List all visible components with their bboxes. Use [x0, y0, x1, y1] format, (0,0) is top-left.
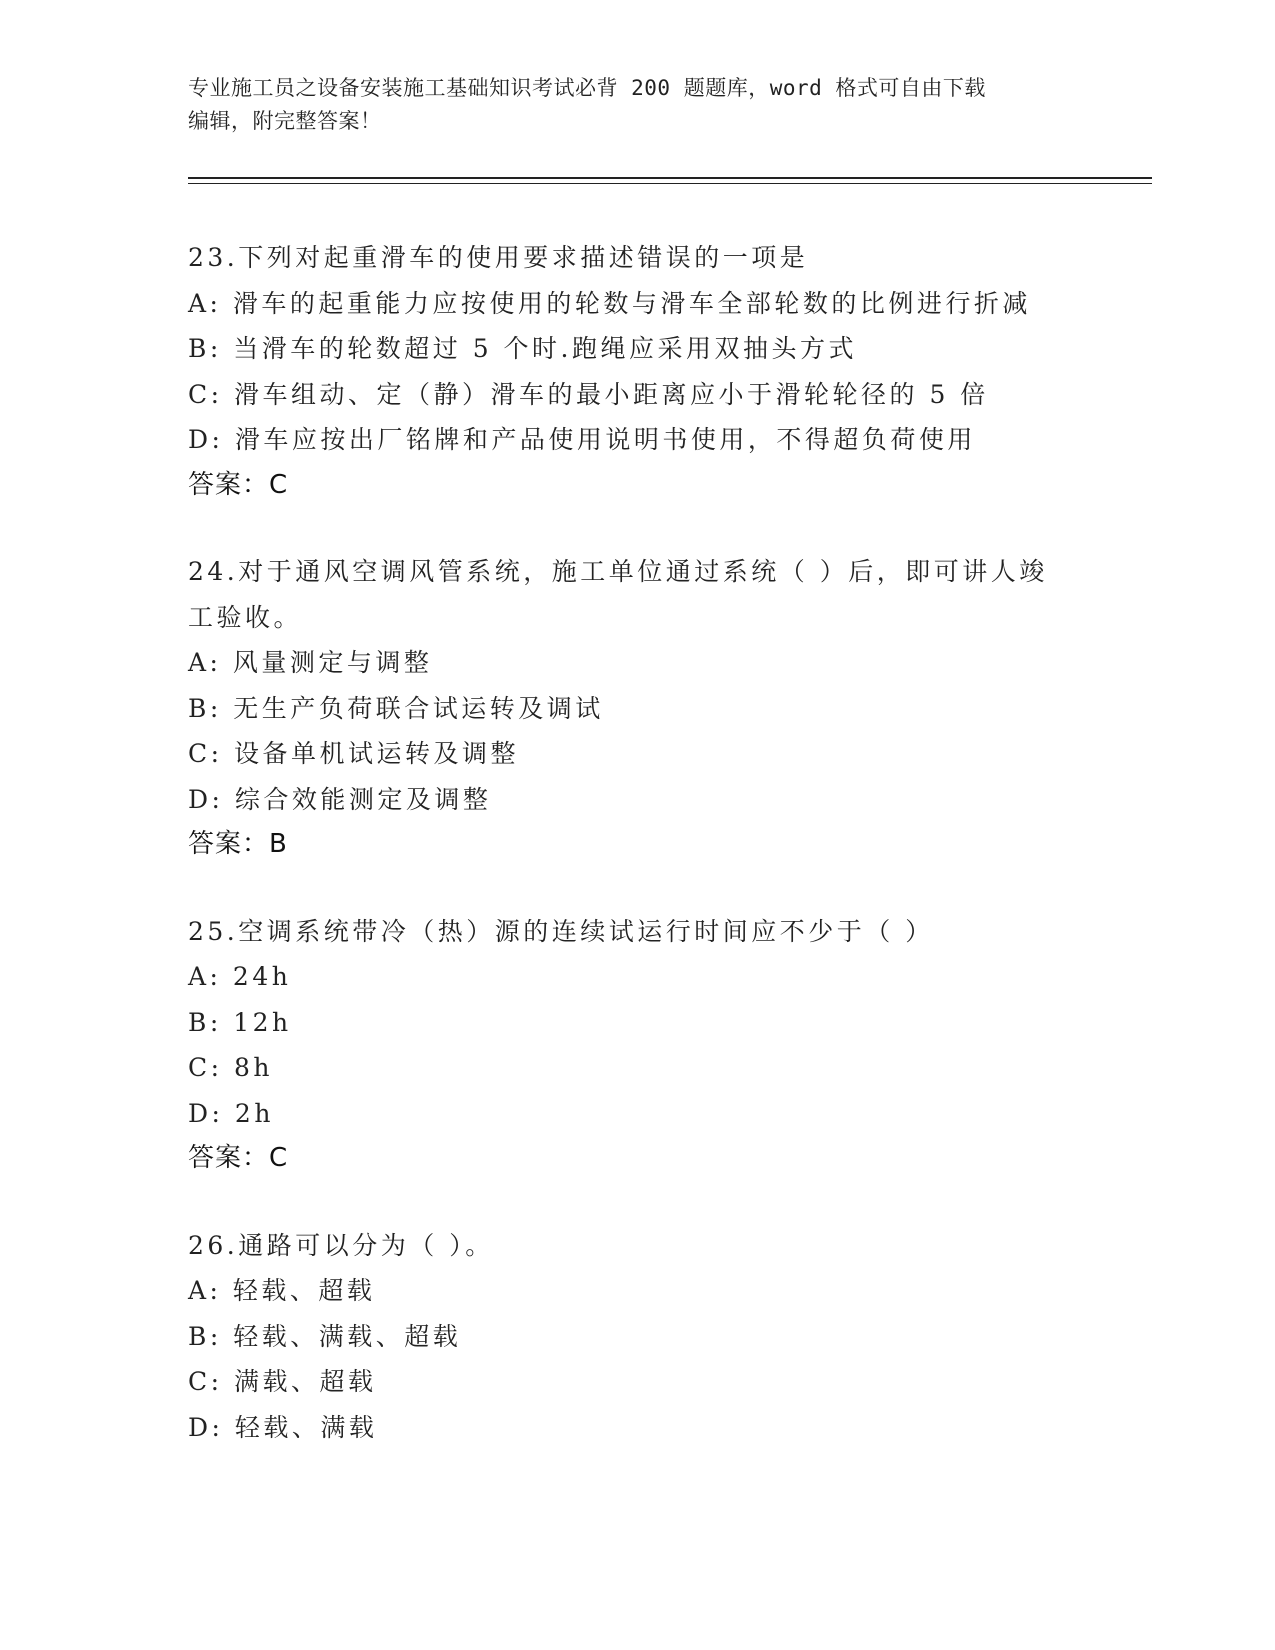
- option-c: C: 8h: [188, 1053, 274, 1082]
- option-a: A: 24h: [188, 962, 292, 991]
- header-divider-thick: [188, 177, 1152, 179]
- header-divider-thin: [188, 183, 1152, 184]
- option-d: D: 滑车应按出厂铭牌和产品使用说明书使用，不得超负荷使用: [188, 425, 976, 454]
- question-stem: 26.通路可以分为（ ）。: [188, 1230, 494, 1260]
- option-a: A: 风量测定与调整: [188, 648, 433, 677]
- question-25: [188, 909, 1088, 1182]
- option-a: A: 轻载、超载: [188, 1276, 376, 1305]
- question-stem: 23.下列对起重滑车的使用要求描述错误的一项是: [188, 243, 809, 272]
- question-stem-line-2: 工验收。: [188, 602, 303, 632]
- answer-label: 答案：C: [188, 1143, 289, 1173]
- answer-label: 答案：B: [188, 829, 288, 859]
- question-23: [188, 235, 1088, 508]
- question-26: [188, 1223, 1088, 1451]
- option-c: C: 设备单机试运转及调整: [188, 739, 519, 768]
- question-list: [188, 235, 1088, 1491]
- option-b: B: 12h: [188, 1007, 292, 1037]
- option-b: B: 轻载、满载、超载: [188, 1321, 462, 1351]
- option-c: C: 满载、超载: [188, 1367, 377, 1396]
- question-stem-line-1: 24.对于通风空调风管系统，施工单位通过系统（ ）后，即可讲人竣: [188, 557, 1048, 586]
- option-b: B: 当滑车的轮数超过 5 个时.跑绳应采用双抽头方式: [188, 334, 857, 363]
- option-d: D: 综合效能测定及调整: [188, 784, 492, 814]
- answer-label: 答案：C: [188, 469, 289, 500]
- option-d: D: 2h: [188, 1098, 274, 1128]
- question-24: [188, 549, 1088, 868]
- header-title-line-2: 编辑，附完整答案！: [188, 109, 382, 133]
- option-b: B: 无生产负荷联合试运转及调试: [188, 693, 604, 723]
- option-d: D: 轻载、满载: [188, 1412, 378, 1442]
- option-a: A: 滑车的起重能力应按使用的轮数与滑车全部轮数的比例进行折减: [188, 288, 1031, 318]
- question-stem: 25.空调系统带冷（热）源的连续试运行时间应不少于（ ）: [188, 916, 934, 946]
- option-c: C: 滑车组动、定（静）滑车的最小距离应小于滑轮轮径的 5 倍: [188, 379, 989, 409]
- document-header: [188, 72, 1088, 138]
- header-title-line-1: 专业施工员之设备安装施工基础知识考试必背 200 题题库，word 格式可自由下载: [188, 76, 986, 100]
